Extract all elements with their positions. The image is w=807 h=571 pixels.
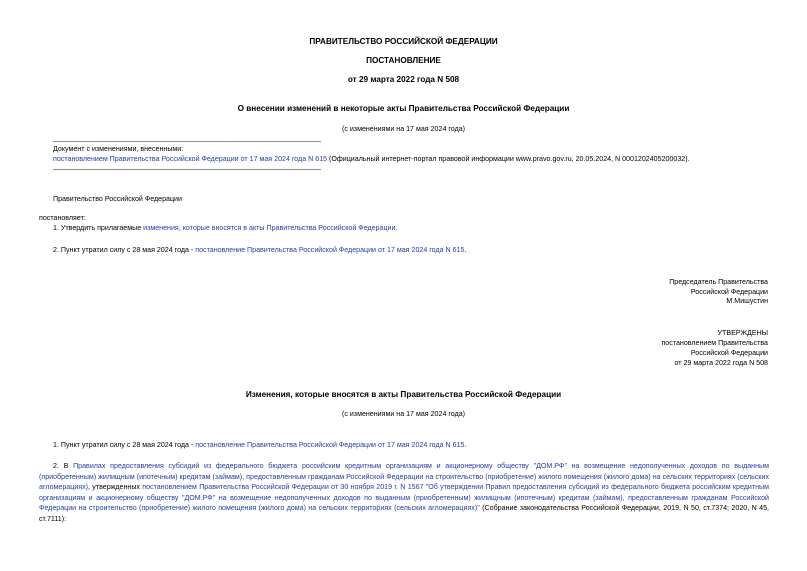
item-2-link[interactable]: постановление Правительства Российской Федерации от 17 мая 2024 года N 615 <box>195 246 465 254</box>
annex-item-1-link[interactable]: постановление Правительства Российской Федерации от 17 мая 2024 года N 615 <box>195 441 465 449</box>
item-1 <box>53 224 397 233</box>
signature-name: М.Мишустин <box>726 297 768 305</box>
government-heading: ПРАВИТЕЛЬСТВО РОССИЙСКОЙ ФЕДЕРАЦИИ <box>309 37 498 46</box>
item-1-end: . <box>395 224 398 232</box>
signature-position: Председатель Правительства <box>669 278 768 286</box>
approved-by: постановлением Правительства <box>661 339 768 347</box>
document-type: ПОСТАНОВЛЕНИЕ <box>366 56 441 65</box>
annex-item-2-resolution-link[interactable]: постановлением Правительства Российской Федерации от 30 ноября 2019 г. N 1567 "Об утверждении Правил предоставления субсидий из федерального бюджета российским кредитным организациям и акционерному обществу "ДОМ.РФ" на возмещение недополученных доходов по выданным (приобретенным) жилищным (ипотечным) кредитам (займам), предоставленным гражданам Российской Федерации на строительство (приобретение) жилого помещения (жилого дома) на сельских территориях (сельских агломерациях)" <box>39 483 769 512</box>
annex-item-2 <box>39 461 769 524</box>
item-2 <box>53 246 466 255</box>
item-2-text: 2. Пункт утратил силу с 28 мая 2024 года - <box>53 246 196 254</box>
changes-top-rule <box>53 141 321 142</box>
annex-revision-note: (с изменениями на 17 мая 2024 года) <box>341 410 466 418</box>
document-title: О внесении изменений в некоторые акты Правительства Российской Федерации <box>237 104 570 113</box>
annex-item-1-text: 1. Пункт утратил силу с 28 мая 2024 года - <box>53 441 196 449</box>
annex-item-1-end: . <box>464 441 467 449</box>
resolves: постановляет: <box>39 214 86 222</box>
approved-date: от 29 марта 2022 года N 508 <box>674 359 768 367</box>
item-2-end: . <box>464 246 467 254</box>
revision-note: (с изменениями на 17 мая 2024 года) <box>341 125 466 133</box>
item-1-link[interactable]: изменения, которые вносятся в акты Правительства Российской Федерации <box>143 224 396 232</box>
annex-item-2-rules-link[interactable]: Правилах предоставления субсидий из федерального бюджета российским кредитным организациям и акционерному обществу "ДОМ.РФ" на возмещение недополученных доходов по выданным (приобретенным) жилищным (ипотечным) кредитам (займам), предоставленным гражданам Российской Федерации на строительство (приобретение) жилого помещения (жилого дома) на сельских территориях (сельских агломерациях) <box>39 462 769 491</box>
changes-line <box>53 155 793 164</box>
annex-item-2-middle: , утвержденных <box>88 483 143 491</box>
changes-link[interactable]: постановлением Правительства Российской Федерации от 17 мая 2024 года N 615 <box>53 155 328 163</box>
approved-heading: УТВЕРЖДЕНЫ <box>717 329 768 337</box>
changes-source: (Официальный интернет-портал правовой информации www.pravo.gov.ru, 20.05.2024, N 0001202405200032). <box>327 155 690 163</box>
annex-item-2-text: 2. В <box>53 462 74 470</box>
annex-item-2-source: (Собрание законодательства Российской Федерации, 2019, N 50, ст.7374; 2020, N 45, ст.7111): <box>39 504 770 523</box>
item-1-text: 1. Утвердить прилагаемые <box>53 224 144 232</box>
approved-country: Российской Федерации <box>690 349 768 357</box>
annex-item-1 <box>53 441 466 450</box>
changes-bottom-rule <box>53 169 321 170</box>
issuer: Правительство Российской Федерации <box>53 195 182 203</box>
changes-intro: Документ с изменениями, внесенными: <box>53 145 184 153</box>
document-date-number: от 29 марта 2022 года N 508 <box>347 75 460 84</box>
signature-country: Российской Федерации <box>690 288 768 296</box>
annex-title: Изменения, которые вносятся в акты Правительства Российской Федерации <box>245 390 562 399</box>
